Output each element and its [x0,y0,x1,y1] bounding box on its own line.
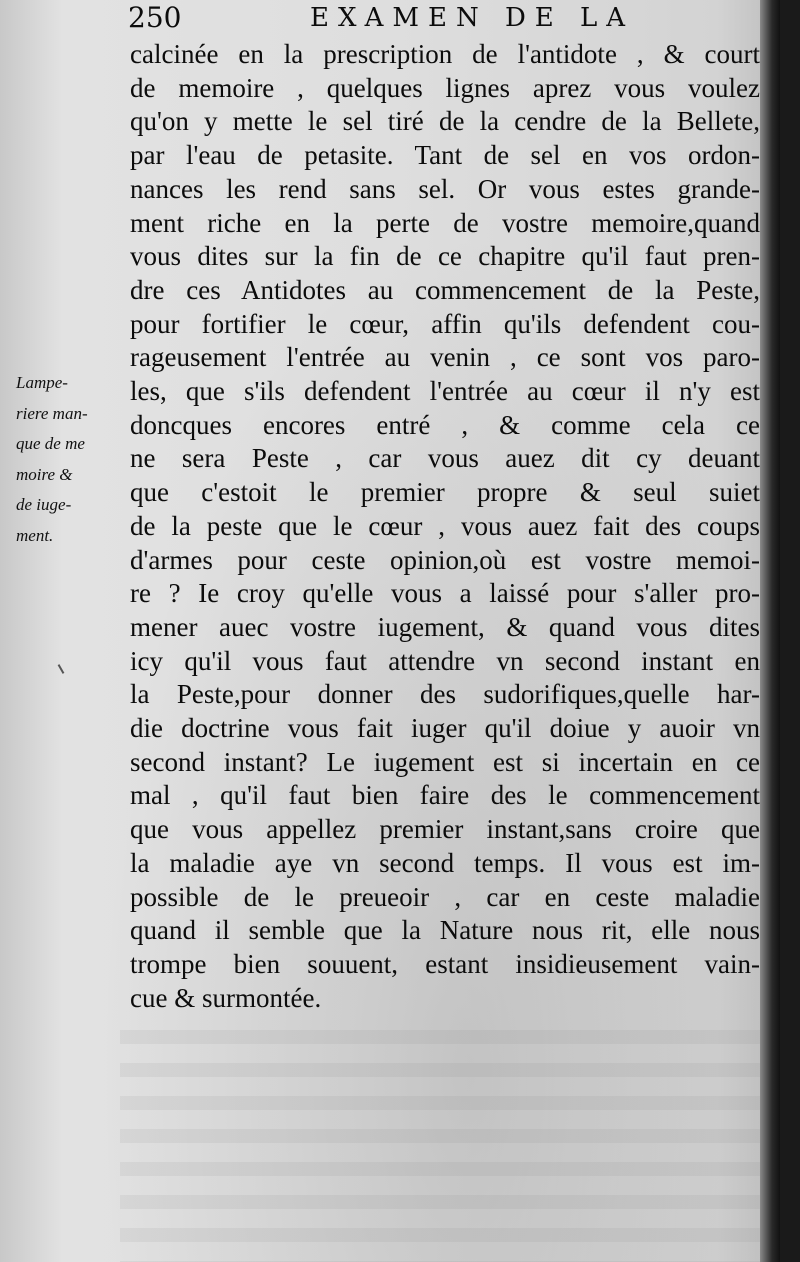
text-line: de la peste que le cœur , vous auez fait des coups [130,510,760,541]
text-line: possible de le preueoir , car en ceste maladie [130,881,760,912]
text-line: die doctrine vous fait iuger qu'il doiue y auoir vn [130,713,760,744]
page-number: 250 [128,1,182,34]
text-line: la Peste,pour donner des sudorifiques,quelle har- [130,679,760,710]
show-through-area [120,1030,760,1262]
text-line: vous dites sur la fin de ce chapitre qu'il faut pren- [130,241,760,272]
margin-note-line: Lampe- [16,373,68,392]
margin-note-line: que de me [16,434,85,453]
text-line: second instant? Le iugement est si incertain en ce [130,746,760,777]
text-line: qu'on y mette le sel tiré de la cendre de la Bellete, [130,106,760,137]
text-line: les, que s'ils defendent l'entrée au cœur il n'y est [130,376,760,407]
page-edge-shadow [760,0,780,1262]
text-line: la maladie aye vn second temps. Il vous est im- [130,847,760,878]
margin-note-line: de iuge- [16,495,72,514]
text-line: ne sera Peste , car vous auez dit cy deuant [130,443,760,474]
text-line: doncques encores entré , & comme cela ce [130,409,760,440]
margin-note [16,368,128,551]
text-line: de memoire , quelques lignes aprez vous voulez [130,72,760,103]
margin-note-line: riere man- [16,403,88,423]
margin-mark [58,664,65,674]
text-line: trompe bien souuent, estant insidieusement vain- [130,948,760,979]
running-head: EXAMEN DE LA [310,3,635,33]
text-line: rageusement l'entrée au venin , ce sont vos paro- [130,342,760,373]
text-line: cue & surmontée. [130,982,322,1013]
text-line: dre ces Antidotes au commencement de la Peste, [130,274,760,305]
margin-note-line: moire & [16,464,73,484]
text-line: mal , qu'il faut bien faire des le commencement [130,780,760,811]
margin-note-line: ment. [16,525,54,545]
text-line: d'armes pour ceste opinion,où est vostre memoi- [130,544,760,575]
text-line: re ? Ie croy qu'elle vous a laissé pour s'aller pro- [130,578,760,609]
text-line: quand il semble que la Nature nous rit, elle nous [130,915,760,946]
body-text [130,38,760,1015]
text-line: que vous appellez premier instant,sans croire que [130,814,760,845]
text-line: nances les rend sans sel. Or vous estes grande- [130,173,760,204]
text-line: que c'estoit le premier propre & seul suiet [130,477,760,508]
text-line: ment riche en la perte de vostre memoire,quand [130,207,760,238]
text-line: calcinée en la prescription de l'antidote , & court [130,39,760,69]
text-line: mener auec vostre iugement, & quand vous dites [130,611,760,642]
text-line: pour fortifier le cœur, affin qu'ils defendent cou- [130,308,760,339]
text-line: par l'eau de petasite. Tant de sel en vos ordon- [130,140,760,171]
text-line: icy qu'il vous faut attendre vn second instant en [130,645,760,676]
